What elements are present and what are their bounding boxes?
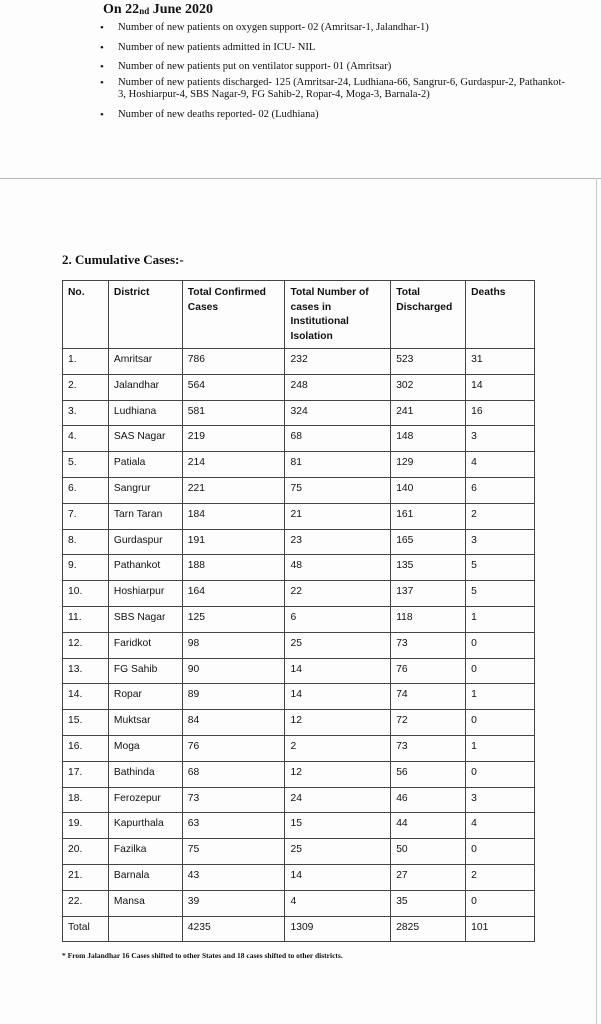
cell-district: Kapurthala [108,813,182,839]
daily-update-section [0,0,601,178]
cell-institutional-isolation: 12 [285,710,391,736]
cell-no: 14. [63,684,109,710]
cell-no: 10. [63,581,109,607]
cell-district: Sangrur [108,477,182,503]
table-row [63,761,535,787]
cell-deaths: 6 [466,477,535,503]
cell-total-confirmed: 89 [182,684,285,710]
bullet-ventilator-support: • Number of new patients put on ventilator support- 01 (Amritsar) [98,61,568,74]
table-row [63,477,535,503]
cell-no: 9. [63,555,109,581]
cell-institutional-isolation: 25 [285,632,391,658]
cell-total-confirmed: 188 [182,555,285,581]
cell-district: Fazilka [108,839,182,865]
cell-no: 13. [63,658,109,684]
cumulative-cases-table [62,280,535,942]
cell-institutional-isolation: 4 [285,890,391,916]
cell-district: Ludhiana [108,400,182,426]
cell-district: Amritsar [108,349,182,375]
cell-district: Gurdaspur [108,529,182,555]
cell-no: 17. [63,761,109,787]
cell-total-discharged: 46 [391,787,466,813]
cell-institutional-isolation: 24 [285,787,391,813]
cell-district: FG Sahib [108,658,182,684]
cell-total-discharged: 73 [391,632,466,658]
cell-institutional-isolation: 6 [285,606,391,632]
bullet-deaths: • Number of new deaths reported- 02 (Ludhiana) [98,109,568,122]
cell-institutional-isolation: 15 [285,813,391,839]
cell-deaths: 1 [466,684,535,710]
cell-deaths: 1 [466,606,535,632]
cell-deaths: 5 [466,555,535,581]
cell-institutional-isolation: 14 [285,658,391,684]
cell-district: Tarn Taran [108,503,182,529]
cell-district: Hoshiarpur [108,581,182,607]
table-row [63,349,535,375]
cell-district: Ferozepur [108,787,182,813]
cell-total-discharged: 44 [391,813,466,839]
cell-district: Ropar [108,684,182,710]
cell-district [108,916,182,942]
cell-deaths: 4 [466,452,535,478]
cell-district: Bathinda [108,761,182,787]
cell-no: 8. [63,529,109,555]
cell-no: 5. [63,452,109,478]
cell-deaths: 0 [466,761,535,787]
cell-no: 12. [63,632,109,658]
cell-deaths: 16 [466,400,535,426]
cell-deaths: 3 [466,787,535,813]
table-row [63,839,535,865]
cell-no: 20. [63,839,109,865]
cell-institutional-isolation: 22 [285,581,391,607]
cell-deaths: 3 [466,426,535,452]
bullet-discharged: • Number of new patients discharged- 125 (Amritsar-24, Ludhiana-66, Sangrur-6, Gurdaspur-2, Pathankot-3, Hoshiarpur-4, SBS Nagar-9, FG Sahib-2, Ropar-4, Moga-3, Barnala-2) [98,77,568,102]
table-row [63,735,535,761]
cell-no: 6. [63,477,109,503]
cell-no: 1. [63,349,109,375]
cell-total-confirmed: 214 [182,452,285,478]
cell-total-confirmed: 219 [182,426,285,452]
cell-no: 19. [63,813,109,839]
cell-total-confirmed: 164 [182,581,285,607]
table-row [63,787,535,813]
cell-total-confirmed: 125 [182,606,285,632]
section-heading: 2. Cumulative Cases:- [62,252,184,267]
table-row [63,684,535,710]
cell-no: 21. [63,864,109,890]
cell-total-discharged: 129 [391,452,466,478]
header-deaths: Deaths [466,281,535,349]
cell-no: 16. [63,735,109,761]
cell-total-confirmed: 39 [182,890,285,916]
cell-total-discharged: 73 [391,735,466,761]
cell-institutional-isolation: 1309 [285,916,391,942]
cell-institutional-isolation: 248 [285,374,391,400]
cell-deaths: 2 [466,503,535,529]
header-no: No. [63,281,109,349]
cell-deaths: 5 [466,581,535,607]
cell-deaths: 4 [466,813,535,839]
table-row [63,581,535,607]
page-divider [0,178,601,179]
cell-total-discharged: 72 [391,710,466,736]
table-row [63,503,535,529]
bullet-oxygen-support: • Number of new patients on oxygen support- 02 (Amritsar-1, Jalandhar-1) [98,22,568,35]
cell-district: Patiala [108,452,182,478]
cell-institutional-isolation: 75 [285,477,391,503]
cell-total-confirmed: 786 [182,349,285,375]
cell-deaths: 14 [466,374,535,400]
cell-deaths: 0 [466,658,535,684]
cell-total-confirmed: 581 [182,400,285,426]
cell-institutional-isolation: 68 [285,426,391,452]
cell-total-discharged: 27 [391,864,466,890]
cell-institutional-isolation: 48 [285,555,391,581]
cell-total-confirmed: 84 [182,710,285,736]
cell-no: 3. [63,400,109,426]
table-row [63,890,535,916]
cell-total-discharged: 137 [391,581,466,607]
cell-total-confirmed: 75 [182,839,285,865]
table-row [63,813,535,839]
table-row [63,632,535,658]
cell-total-confirmed: 98 [182,632,285,658]
page-edge-line [596,178,597,1024]
cell-total-discharged: 50 [391,839,466,865]
cell-no: 11. [63,606,109,632]
header-institutional-isolation: Total Number of cases in Institutional Isolation [285,281,391,349]
cell-no: 4. [63,426,109,452]
cell-no: Total [63,916,109,942]
day-title: On $22_{nd}$ June 2020 [103,2,213,17]
cell-total-confirmed: 43 [182,864,285,890]
table-row [63,606,535,632]
cell-total-confirmed: 564 [182,374,285,400]
cell-district: Moga [108,735,182,761]
cell-institutional-isolation: 14 [285,864,391,890]
cell-district: Jalandhar [108,374,182,400]
table-row [63,555,535,581]
cell-district: SBS Nagar [108,606,182,632]
daily-bullet-list [98,22,568,128]
cell-deaths: 0 [466,710,535,736]
cell-institutional-isolation: 81 [285,452,391,478]
table-row [63,529,535,555]
table-row [63,400,535,426]
cell-total-confirmed: 63 [182,813,285,839]
cell-total-confirmed: 73 [182,787,285,813]
cell-district: SAS Nagar [108,426,182,452]
cell-total-discharged: 161 [391,503,466,529]
table-body [63,349,535,942]
cell-deaths: 0 [466,632,535,658]
cell-institutional-isolation: 324 [285,400,391,426]
cell-institutional-isolation: 14 [285,684,391,710]
table-row [63,452,535,478]
cell-total-discharged: 74 [391,684,466,710]
table-row [63,658,535,684]
cell-total-discharged: 2825 [391,916,466,942]
cell-deaths: 31 [466,349,535,375]
cell-total-discharged: 165 [391,529,466,555]
cell-total-discharged: 140 [391,477,466,503]
header-total-confirmed: Total Confirmed Cases [182,281,285,349]
cell-deaths: 1 [466,735,535,761]
cell-total-discharged: 135 [391,555,466,581]
table-row [63,374,535,400]
cell-total-confirmed: 68 [182,761,285,787]
cell-institutional-isolation: 25 [285,839,391,865]
header-total-discharged: Total Discharged [391,281,466,349]
cell-institutional-isolation: 2 [285,735,391,761]
cell-no: 7. [63,503,109,529]
cell-no: 15. [63,710,109,736]
cell-no: 22. [63,890,109,916]
cell-district: Muktsar [108,710,182,736]
cell-total-discharged: 302 [391,374,466,400]
cell-total-discharged: 241 [391,400,466,426]
cell-deaths: 2 [466,864,535,890]
cell-total-discharged: 148 [391,426,466,452]
cell-institutional-isolation: 23 [285,529,391,555]
header-district: District [108,281,182,349]
cell-no: 2. [63,374,109,400]
cell-institutional-isolation: 12 [285,761,391,787]
cell-district: Barnala [108,864,182,890]
cell-total-confirmed: 90 [182,658,285,684]
cell-total-confirmed: 191 [182,529,285,555]
cell-institutional-isolation: 232 [285,349,391,375]
cell-total-confirmed: 184 [182,503,285,529]
table-header-row [63,281,535,349]
cell-deaths: 0 [466,890,535,916]
table-row [63,426,535,452]
cell-deaths: 101 [466,916,535,942]
cell-district: Faridkot [108,632,182,658]
cell-institutional-isolation: 21 [285,503,391,529]
cell-total-confirmed: 76 [182,735,285,761]
cell-total-confirmed: 4235 [182,916,285,942]
cell-total-discharged: 56 [391,761,466,787]
table-row [63,864,535,890]
cell-total-confirmed: 221 [182,477,285,503]
cell-deaths: 0 [466,839,535,865]
cell-total-discharged: 76 [391,658,466,684]
cell-total-discharged: 35 [391,890,466,916]
table-row [63,710,535,736]
cell-no: 18. [63,787,109,813]
bullet-icu-admissions: • Number of new patients admitted in ICU- NIL [98,42,568,55]
cell-district: Pathankot [108,555,182,581]
cell-total-discharged: 118 [391,606,466,632]
table-total-row [63,916,535,942]
cell-deaths: 3 [466,529,535,555]
footnote: * From Jalandhar 16 Cases shifted to other States and 18 cases shifted to other districts. [62,951,343,960]
cell-total-discharged: 523 [391,349,466,375]
cell-district: Mansa [108,890,182,916]
